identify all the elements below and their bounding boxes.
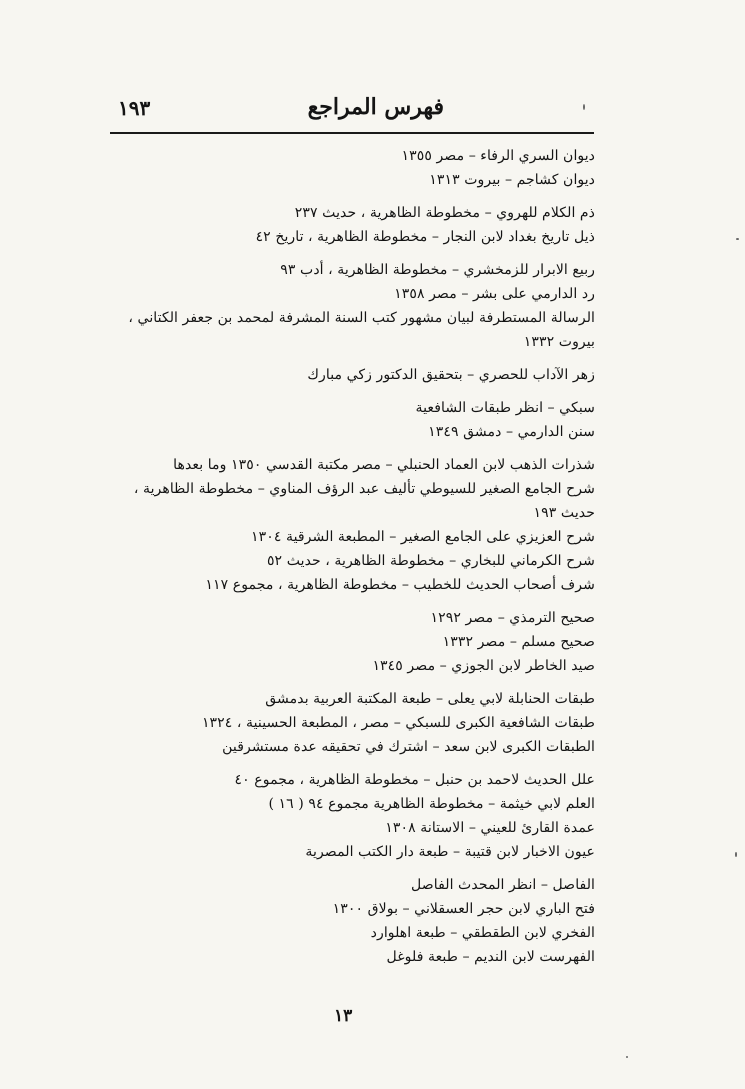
reference-entry: الرسالة المستطرفة لبيان مشهور كتب السنة المشرفة لمحمد بن جعفر الكتاني ، bbox=[128, 310, 595, 326]
references-list bbox=[128, 144, 595, 978]
scan-speck bbox=[736, 238, 739, 240]
reference-entry: شرح العزيزي على الجامع الصغير – المطبعة الشرقية ١٣٠٤ bbox=[250, 529, 595, 545]
reference-entry: زهر الآداب للحصري – بتحقيق الدكتور زكي مبارك bbox=[307, 367, 595, 383]
reference-group-sad bbox=[145, 606, 595, 678]
reference-entry: الفاصل – انظر المحدث الفاصل bbox=[410, 877, 595, 893]
reference-entry: شرف أصحاب الحديث للخطيب – مخطوطة الظاهرية ، مجموع ١١٧ bbox=[205, 577, 595, 593]
reference-entry: الفهرست لابن النديم – طبعة فلوغل bbox=[386, 949, 595, 965]
reference-entry: ذيل تاريخ بغداد لابن النجار – مخطوطة الظاهرية ، تاريخ ٤٢ bbox=[255, 229, 595, 245]
reference-group-dal bbox=[145, 144, 595, 192]
scan-speck bbox=[626, 1056, 628, 1058]
signature-mark: ١٣ bbox=[334, 1006, 353, 1026]
header-rule bbox=[110, 132, 594, 134]
page-title: فهرس المراجع bbox=[307, 94, 444, 120]
reference-entry: طبقات الشافعية الكبرى للسبكي – مصر ، المطبعة الحسينية ، ١٣٢٤ bbox=[201, 715, 595, 731]
reference-entry: شذرات الذهب لابن العماد الحنبلي – مصر مكتبة القدسي ١٣٥٠ وما بعدها bbox=[173, 457, 595, 473]
reference-entry: صحيح مسلم – مصر ١٣٣٢ bbox=[442, 634, 595, 650]
reference-group-zay bbox=[145, 363, 595, 387]
reference-entry: سنن الدارمي – دمشق ١٣٤٩ bbox=[428, 424, 595, 440]
reference-entry: رد الدارمي على بشر – مصر ١٣٥٨ bbox=[394, 286, 595, 302]
reference-entry: طبقات الحنابلة لابي يعلى – طبعة المكتبة العربية بدمشق bbox=[265, 691, 595, 707]
reference-entry-continuation: بيروت ١٣٣٢ bbox=[523, 334, 595, 350]
reference-entry: صحيح الترمذي – مصر ١٢٩٢ bbox=[430, 610, 595, 626]
reference-group-dhal bbox=[145, 201, 595, 249]
reference-entry: سبكي – انظر طبقات الشافعية bbox=[415, 400, 595, 416]
reference-entry: فتح الباري لابن حجر العسقلاني – بولاق ١٣٠٠ bbox=[332, 901, 595, 917]
page-number: ١٩٣ bbox=[118, 96, 151, 120]
page-header bbox=[110, 92, 594, 130]
reference-group-ain bbox=[145, 768, 595, 864]
reference-entry: الطبقات الكبرى لابن سعد – اشترك في تحقيقه عدة مستشرقين bbox=[222, 739, 595, 755]
reference-group-sin bbox=[145, 396, 595, 444]
reference-entry: شرح الجامع الصغير للسيوطي تأليف عبد الرؤف المناوي – مخطوطة الظاهرية ، bbox=[133, 481, 595, 497]
reference-entry: عمدة القارئ للعيني – الاستانة ١٣٠٨ bbox=[385, 820, 595, 836]
reference-entry: ديوان كشاجم – بيروت ١٣١٣ bbox=[429, 172, 595, 188]
reference-entry: شرح الكرماني للبخاري – مخطوطة الظاهرية ، حديث ٥٢ bbox=[266, 553, 595, 569]
scan-speck bbox=[735, 852, 737, 857]
reference-entry: ذم الكلام للهروي – مخطوطة الظاهرية ، حديث ٢٣٧ bbox=[294, 205, 595, 221]
reference-entry: العلم لابي خيثمة – مخطوطة الظاهرية مجموع ٩٤ ( ١٦ ) bbox=[268, 796, 595, 812]
reference-group-ra bbox=[128, 258, 595, 354]
reference-entry-continuation: حديث ١٩٣ bbox=[533, 505, 595, 521]
reference-entry: ديوان السري الرفاء – مصر ١٣٥٥ bbox=[401, 148, 595, 164]
reference-group-shin bbox=[133, 453, 595, 597]
scan-speck bbox=[583, 104, 585, 110]
reference-entry: علل الحديث لاحمد بن حنبل – مخطوطة الظاهرية ، مجموع ٤٠ bbox=[234, 772, 595, 788]
reference-entry: عيون الاخبار لابن قتيبة – طبعة دار الكتب المصرية bbox=[305, 844, 595, 860]
reference-group-ta bbox=[145, 687, 595, 759]
reference-entry: صيد الخاطر لابن الجوزي – مصر ١٣٤٥ bbox=[372, 658, 595, 674]
reference-entry: ربيع الابرار للزمخشري – مخطوطة الظاهرية ، أدب ٩٣ bbox=[280, 262, 595, 278]
reference-entry: الفخري لابن الطقطقي – طبعة اهلوارد bbox=[370, 925, 595, 941]
reference-group-fa bbox=[145, 873, 595, 969]
